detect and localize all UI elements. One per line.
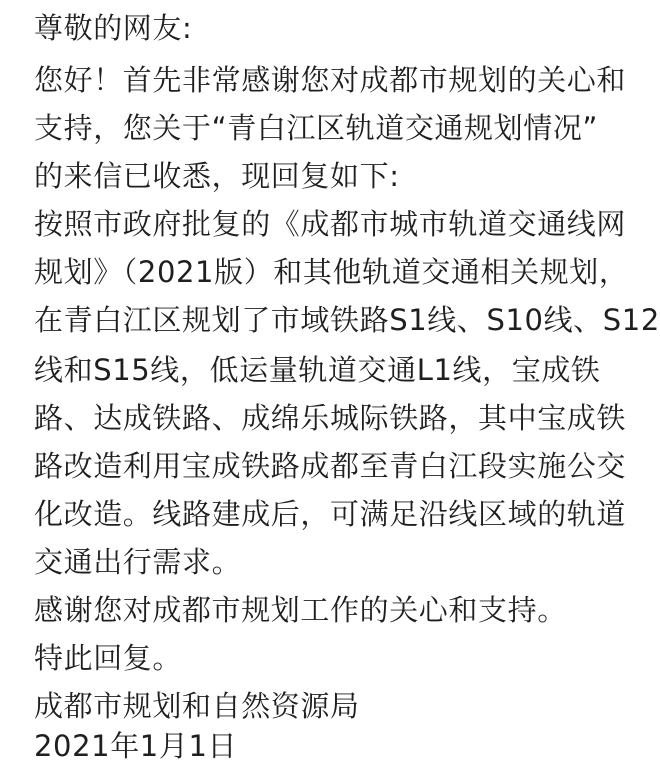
body-line: 支持，您关于“青白江区轨道交通规划情况” xyxy=(34,111,599,145)
body-line: 化改造。线路建成后，可满足沿线区域的轨道 xyxy=(34,497,627,531)
body-line: 您好！首先非常感谢您对成都市规划的关心和 xyxy=(34,63,627,97)
body-line: 规划》（2021版）和其他轨道交通相关规划， xyxy=(34,255,629,289)
closing-line: 感谢您对成都市规划工作的关心和支持。 xyxy=(34,593,567,627)
body-line: 的来信已收悉，现回复如下: xyxy=(34,159,400,193)
body-line: 交通出行需求。 xyxy=(34,545,242,579)
body-line: 线和S15线，低运量轨道交通L1线，宝成铁 xyxy=(34,353,601,387)
body-line: 在青白江区规划了市域铁路S1线、S10线、S12 xyxy=(34,303,660,337)
closing-line: 特此回复。 xyxy=(34,641,183,675)
body-line: 路、达成铁路、成绵乐城际铁路，其中宝成铁 xyxy=(34,401,627,435)
body-line: 路改造利用宝成铁路成都至青白江段实施公交 xyxy=(34,449,627,483)
signature: 成都市规划和自然资源局 xyxy=(34,689,360,723)
greeting: 尊敬的网友: xyxy=(34,11,193,45)
body-line: 按照市政府批复的《成都市城市轨道交通线网 xyxy=(34,207,627,241)
date-line: 2021年1月1日 xyxy=(34,729,238,763)
